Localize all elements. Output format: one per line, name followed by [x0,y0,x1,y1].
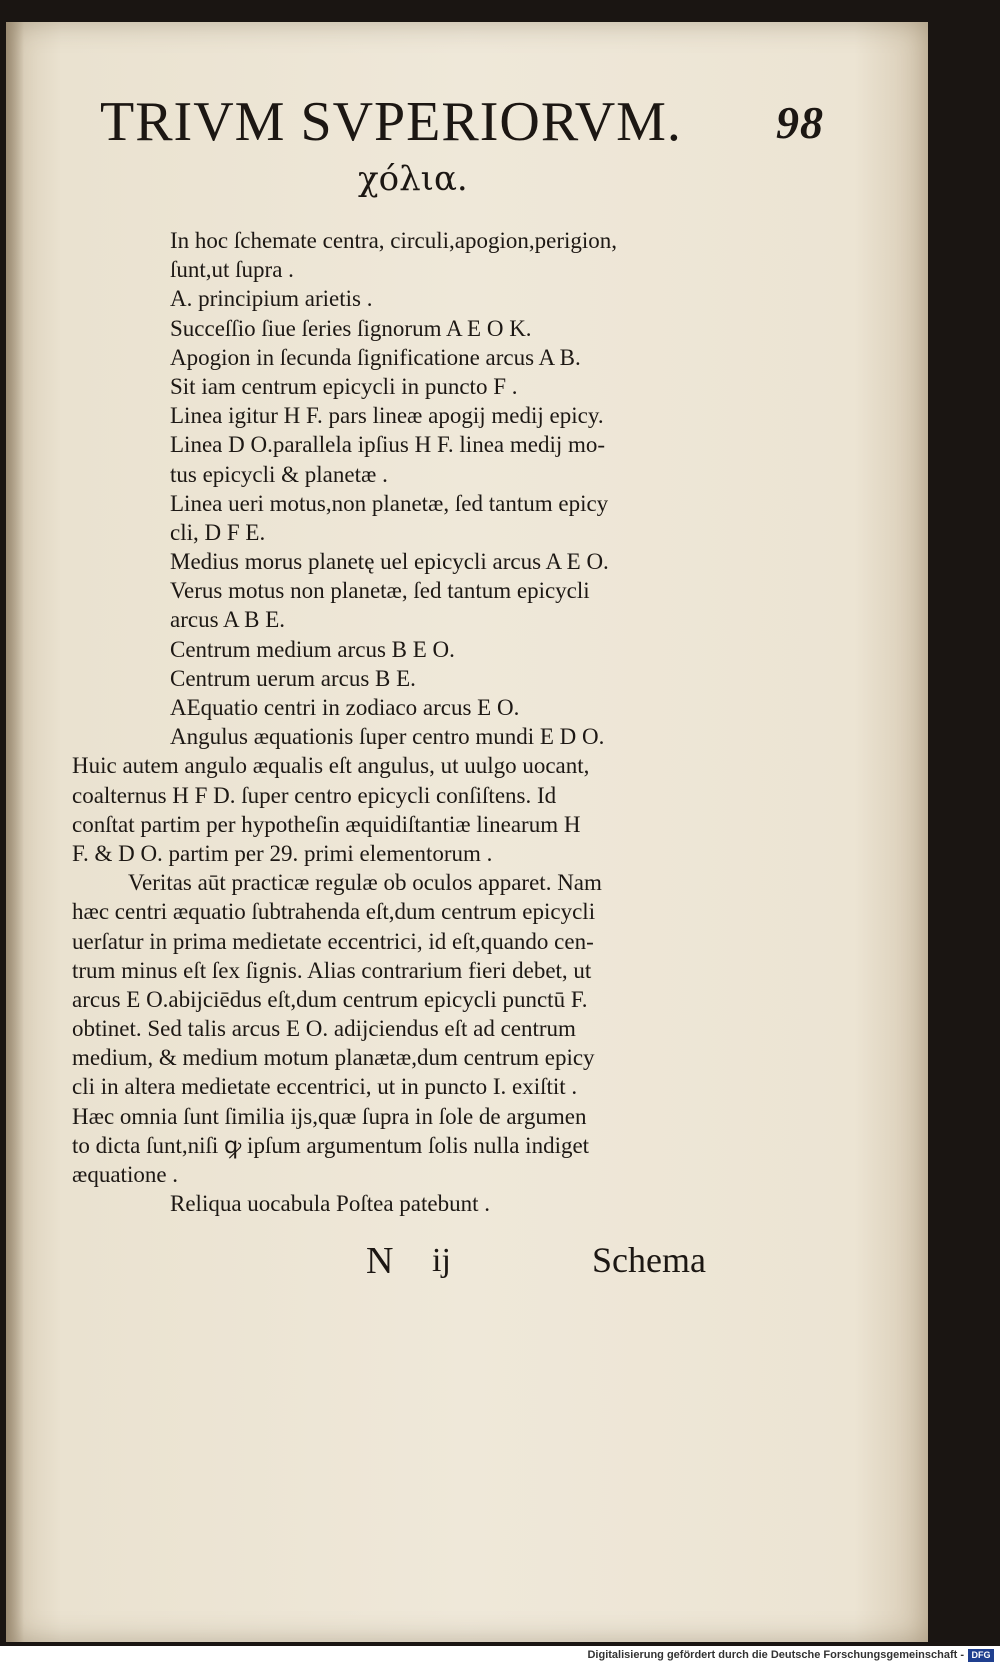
text-line: In hoc ſchemate centra, circuli,apogion,perigion, [170,228,618,253]
running-head [100,91,840,153]
text-line: hæc centri æquatio ſubtrahenda eſt,dum centrum epicycli [72,899,596,925]
footer-credit: Digitalisierung gefördert durch die Deutsche Forschungsgemeinschaft - [587,1649,964,1661]
text-line: Huic autem angulo æqualis eſt angulus, ut uulgo uocant, [72,753,590,779]
text-line: arcus E O.abijciēdus eſt,dum centrum epicycli punctū F. [72,986,588,1012]
text-line: Linea igitur H F. pars lineæ apogij medij epicy. [170,403,604,429]
text-line: obtinet. Sed talis arcus E O. adijciendus eſt ad centrum [72,1016,576,1042]
text-line: trum minus eſt ſex ſignis. Alias contrarium fieri debet, ut [72,957,592,983]
text-line: arcus A B E. [170,607,285,633]
text-line: coalternus H F D. ſuper centro epicycli conſiſtens. Id [72,782,557,808]
text-line: to dicta ſunt,niſi ꝙ ipſum argumentum ſolis nulla indiget [72,1132,590,1158]
text-line: cli in altera medietate eccentrici, ut in puncto I. exiſtit . [72,1074,578,1100]
text-line: conſtat partim per hypotheſin æquidiſtantiæ linearum H [72,811,581,837]
signature-number: ij [432,1242,451,1279]
folio-number: 98 [776,97,824,148]
text-line: Linea D O.parallela ipſius H F. linea medij mo- [170,432,606,458]
text-line: Hæc omnia ſunt ſimilia ijs,quæ ſupra in ſole de argumen [72,1103,587,1129]
body-text [72,226,748,1218]
text-line: AEquatio centri in zodiaco arcus E O. [170,695,520,720]
text-line: Reliqua uocabula Poſtea patebunt . [170,1191,490,1217]
section-heading: χόλια. [358,159,468,199]
text-line: Centrum medium arcus B E O. [170,636,455,662]
dfg-logo-icon: DFG [968,1649,994,1662]
text-line: ſunt,ut ſupra . [170,257,294,283]
text-line: Medius morus planetę uel epicycli arcus A E O. [170,549,609,575]
text-line: Apogion in ſecunda ſignificatione arcus A B. [170,344,581,370]
text-line: uerſatur in prima medietate eccentrici, id eſt,quando cen- [72,928,594,954]
text-line: A. principium arietis . [170,286,373,312]
text-line: Sit iam centrum epicycli in puncto F . [170,373,518,399]
running-head-title: TRIVM SVPERIORVM. [100,91,682,153]
text-line: F. & D O. partim per 29. primi elementorum . [72,840,493,866]
text-line: æquatione . [72,1162,179,1187]
text-line: Succeſſio ſiue ſeries ſignorum A E O K. [170,315,532,341]
signature-mark: N [366,1240,394,1282]
text-line: Veritas aūt practicæ regulæ ob oculos apparet. Nam [128,870,602,896]
book-page [6,22,928,1642]
text-line: Verus motus non planetæ, ſed tantum epicycli [170,578,590,604]
catchword: Schema [592,1240,706,1280]
text-line: Angulus æquationis ſuper centro mundi E D O. [170,724,605,750]
page-spine-shadow [6,22,24,1642]
footer-bar [0,1646,1000,1666]
text-line: medium, & medium motum planætæ,dum centrum epicy [72,1045,595,1071]
text-line: Linea ueri motus,non planetæ, ſed tantum epicy [170,490,609,516]
text-line: tus epicycli & planetæ . [170,461,388,487]
text-line: Centrum uerum arcus B E. [170,665,416,691]
text-line: cli, D F E. [170,519,266,545]
